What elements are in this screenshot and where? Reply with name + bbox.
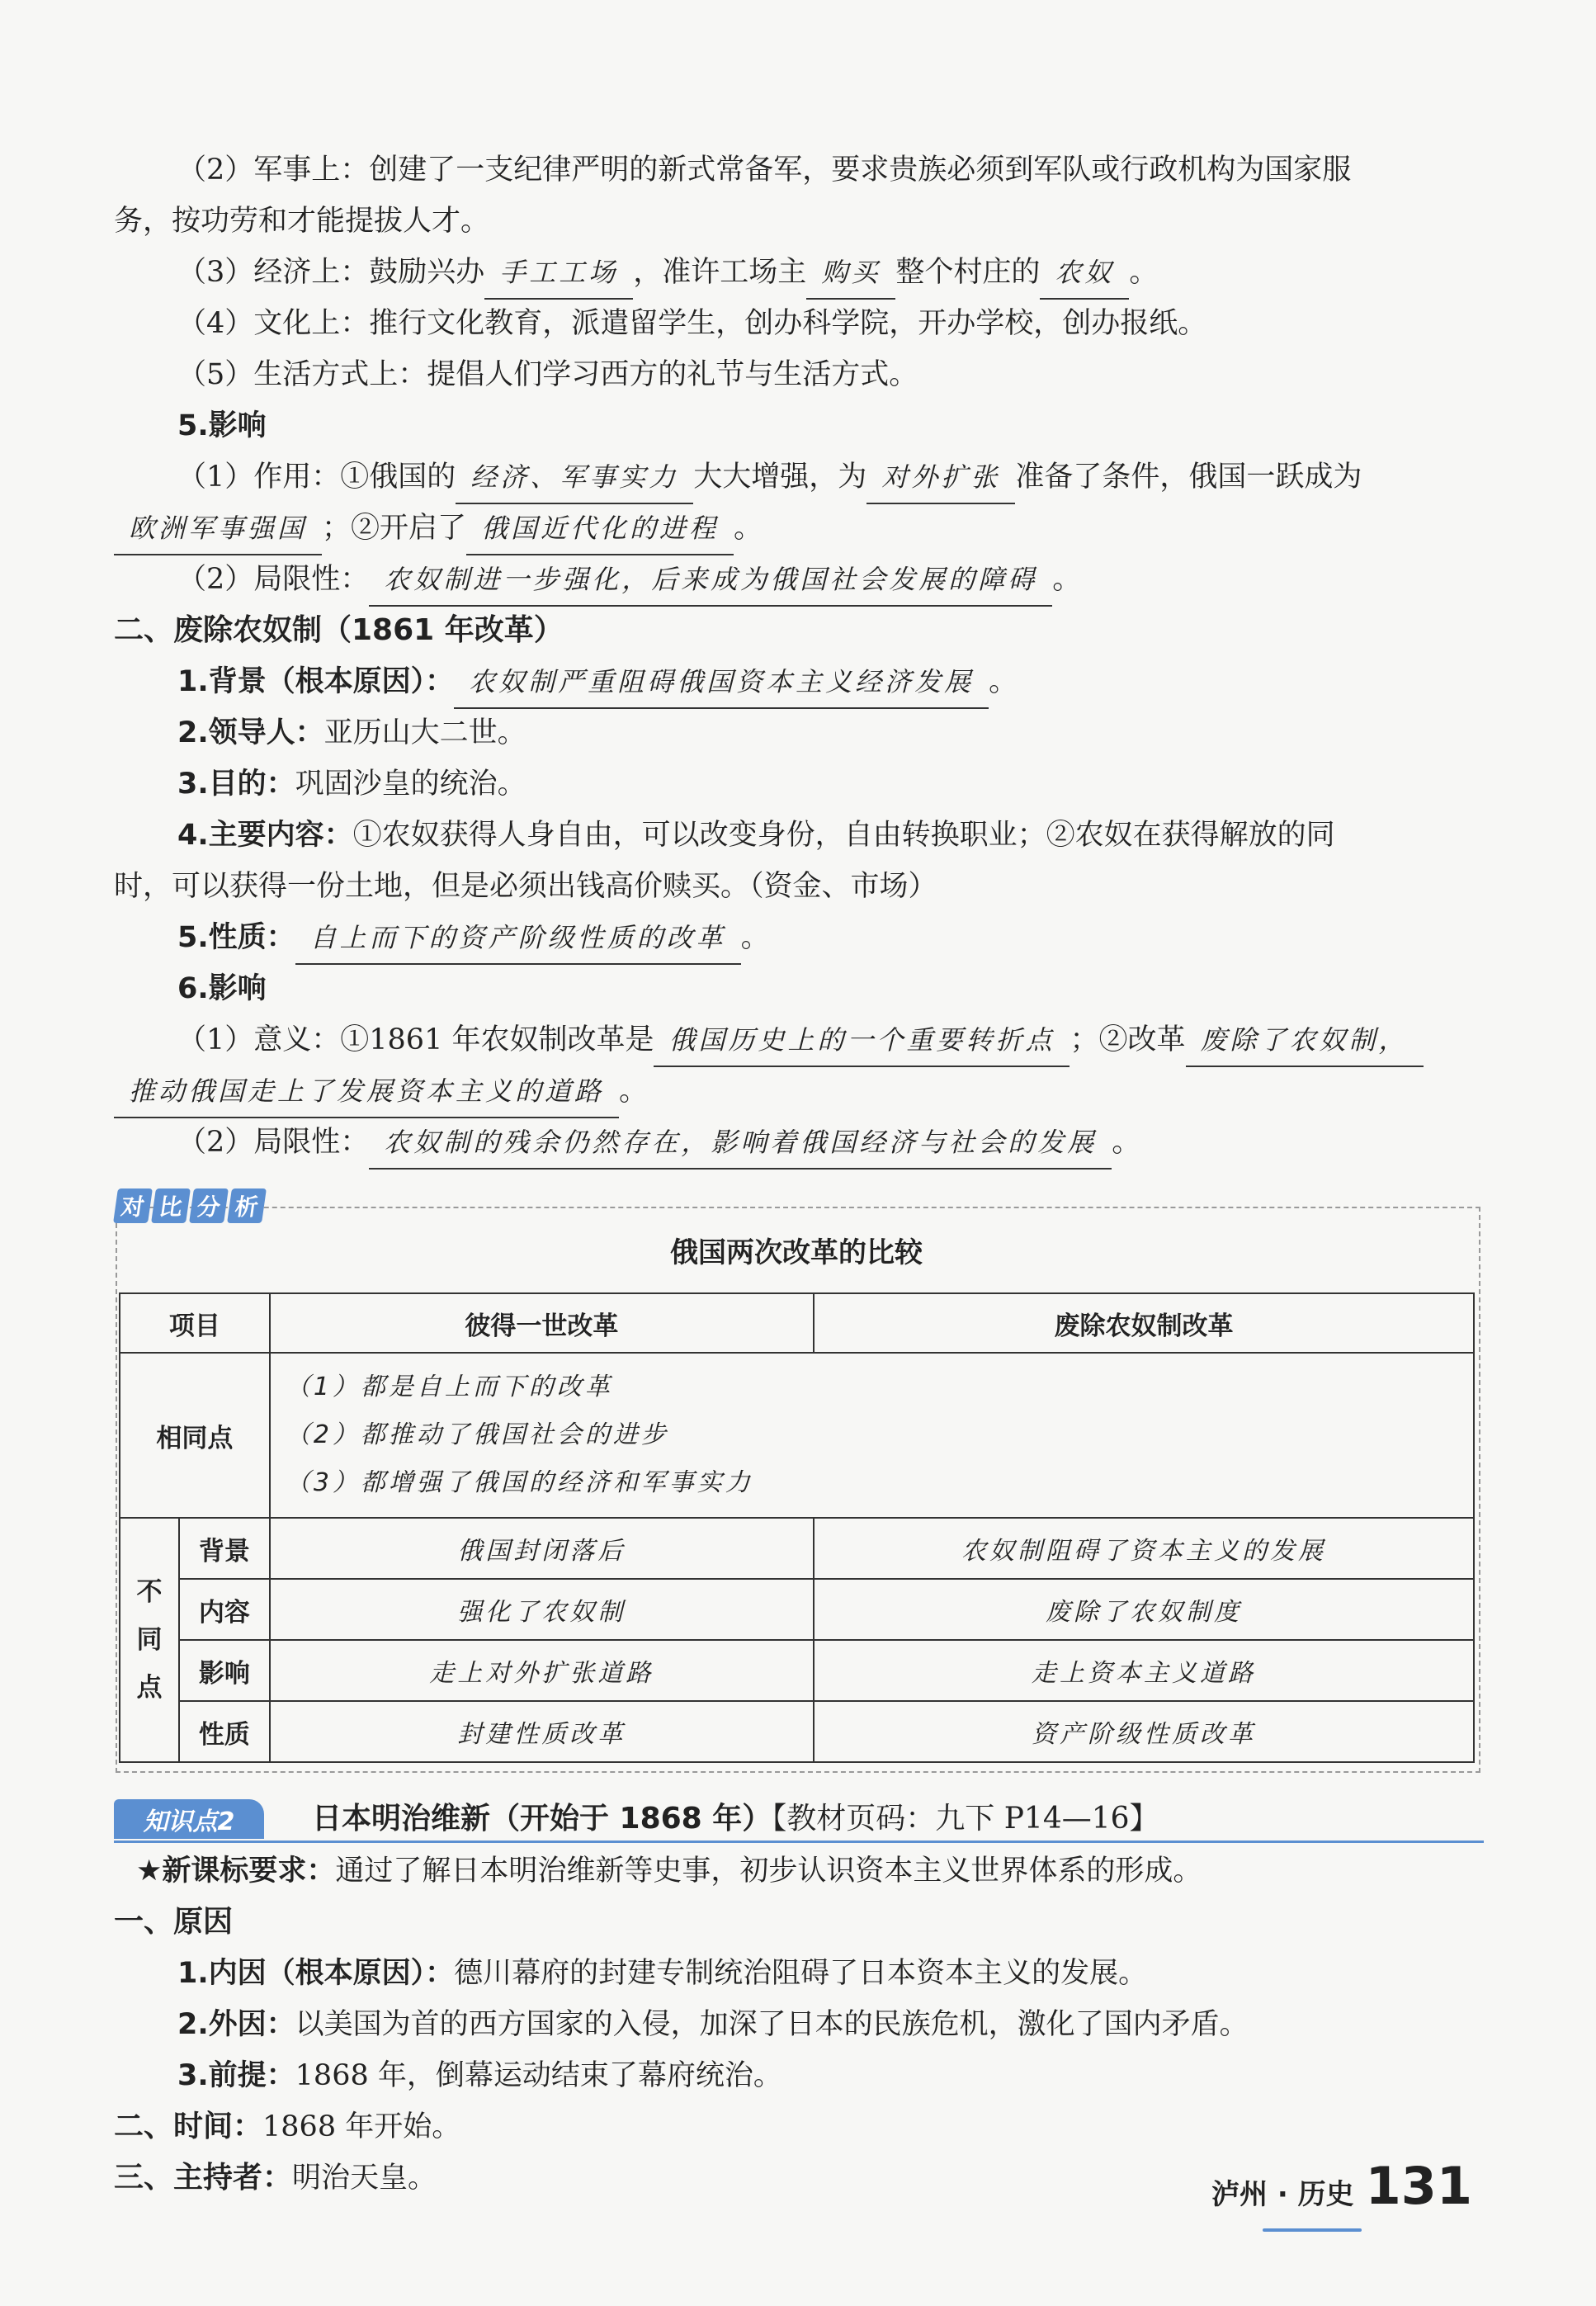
text-line [177,554,1484,607]
header-cell: 废除农奴制改革 [814,1293,1474,1353]
row-value-1861: 废除了农奴制度 [814,1579,1474,1640]
text-line [114,1066,1484,1118]
tag-char: 分 [189,1188,229,1223]
same-item: （1）都是自上而下的改革 [285,1373,613,1401]
text-line [177,758,1484,810]
diff-char: 点 [136,1673,163,1703]
answer-blank: 欧洲军事强国 [114,503,322,555]
leader-label: 2.领导人： [177,716,324,749]
host-text: 明治天皇。 [292,2162,437,2195]
section-title: 二、废除农奴制（1861 年改革） [114,613,564,647]
military-text: （2）军事上：创建了一支纪律严明的新式常备军，要求贵族必须到军队或行政机构为国家服 [177,154,1352,187]
row-key: 影响 [179,1640,270,1701]
punct: 。 [734,512,763,545]
punct: 。 [619,1075,649,1108]
internal-cause-text: 德川幕府的封建专制统治阻碍了日本资本主义的发展。 [454,1957,1148,1990]
text-line [177,707,1484,758]
economy-text: 整个村庄的 [895,256,1041,289]
text-line [177,349,1484,400]
text-line [177,298,1484,349]
same-cell [270,1353,1474,1518]
text-line [177,1117,1484,1170]
answer-blank: 农奴 [1040,247,1129,300]
answer-blank: 俄国历史上的一个重要转折点 [654,1014,1070,1067]
effect-text: 准备了条件，俄国一跃成为 [1015,461,1362,494]
external-cause-label: 2.外因： [177,2008,295,2041]
meaning-text: ；②改革 [1070,1023,1186,1056]
limitation-label: （2）局限性： [177,563,370,596]
diff-char: 不 [136,1577,163,1607]
nature-label: 5.性质： [177,921,295,954]
tag-char: 对 [113,1188,153,1223]
impact-heading: 6.影响 [177,972,267,1005]
row-value-1861: 农奴制阻碍了资本主义的发展 [814,1518,1474,1579]
answer-blank: 推动俄国走上了发展资本主义的道路 [114,1066,619,1118]
same-label: 相同点 [120,1353,270,1518]
diff-label [120,1518,179,1762]
answer-blank: 对外扩张 [866,451,1015,504]
requirement-text: 通过了解日本明治维新等史事，初步认识资本主义世界体系的形成。 [335,1855,1202,1888]
footer-decor-line [1263,2228,1362,2232]
same-item: （2）都推动了俄国社会的进步 [285,1420,669,1449]
answer-blank: 俄国近代化的进程 [466,503,734,555]
tag-char: 析 [227,1188,267,1223]
answer-blank: 废除了农奴制， [1186,1014,1424,1067]
diff-char: 同 [136,1625,163,1655]
text-line [177,810,1484,861]
answer-blank: 经济、军事实力 [456,451,693,504]
footer-brand: 泸州 · 历史 [1211,2178,1354,2211]
text-line [177,912,1484,965]
section-heading [114,605,1484,656]
content-text-cont: 时，可以获得一份土地，但是必须出钱高价赎买。（资金、市场） [114,870,937,903]
section-title: 一、原因 [114,1905,234,1939]
premise-label: 3.前提： [177,2059,295,2092]
row-value-1861: 资产阶级性质改革 [814,1701,1474,1762]
text-line [177,656,1484,709]
answer-blank: 农奴制的残余仍然存在，影响着俄国经济与社会的发展 [369,1117,1112,1170]
row-key: 背景 [179,1518,270,1579]
background-label: 1.背景（根本原因）： [177,665,455,698]
text-line [177,2050,1484,2101]
row-value-peter: 走上对外扩张道路 [270,1640,814,1701]
culture-text: （4）文化上：推行文化教育，派遣留学生，创办科学院，开办学校，创办报纸。 [177,307,1207,340]
time-text: 1868 年开始。 [262,2110,461,2143]
text-line [114,2101,1484,2152]
row-value-peter: 俄国封闭落后 [270,1518,814,1579]
economy-text: ，准许工场主 [633,256,807,289]
same-item: （3）都增强了俄国的经济和军事实力 [285,1468,753,1497]
comparison-title: 俄国两次改革的比较 [670,1236,923,1269]
section-heading [114,1897,1484,1948]
goal-label: 3.目的： [177,768,295,801]
tag-char: 比 [151,1188,191,1223]
requirement-label: ★新课标要求： [136,1855,336,1888]
content-text: ①农奴获得人身自由，可以改变身份，自由转换职业；②农奴在获得解放的同 [352,819,1335,852]
effect-text: 大大增强，为 [693,461,867,494]
text-line [114,861,1484,912]
page-number: 131 [1365,2156,1472,2216]
subheading [177,963,1484,1014]
kp-title-text: 日本明治维新（开始于 1868 年） [312,1802,772,1836]
answer-blank: 手工工场 [484,247,633,300]
page-footer [1211,2156,1472,2216]
goal-text: 巩固沙皇的统治。 [295,768,526,801]
effect-text: ；②开启了 [322,512,467,545]
row-value-peter: 封建性质改革 [270,1701,814,1762]
punct: 。 [740,921,770,954]
knowledge-point-banner [114,1799,1484,1843]
punct: 。 [1112,1126,1141,1159]
answer-blank: 购买 [806,247,895,300]
text-line [177,247,1484,300]
row-key: 内容 [179,1579,270,1640]
text-line [177,1014,1484,1067]
comparison-table [119,1292,1475,1763]
punct: 。 [1129,256,1159,289]
text-line [136,1845,1506,1897]
header-cell: 彼得一世改革 [270,1293,814,1353]
lifestyle-text: （5）生活方式上：提倡人们学习西方的礼节与生活方式。 [177,358,918,391]
text-line [177,144,1484,196]
row-value-peter: 强化了农奴制 [270,1579,814,1640]
punct: 。 [1052,563,1082,596]
internal-cause-label: 1.内因（根本原因）： [177,1957,455,1990]
answer-blank: 自上而下的资产阶级性质的改革 [295,912,741,965]
answer-blank: 农奴制严重阻碍俄国资本主义经济发展 [454,656,989,709]
knowledge-point-badge: 知识点2 [114,1799,264,1839]
text-line [114,503,1484,555]
effect-label: （1）作用：①俄国的 [177,461,456,494]
comparison-tag [116,1188,264,1223]
military-text-cont: 务，按功劳和才能提拔人才。 [114,205,490,238]
row-key: 性质 [179,1701,270,1762]
external-cause-text: 以美国为首的西方国家的入侵，加深了日本的民族危机，激化了国内矛盾。 [295,2008,1249,2041]
time-label: 二、时间： [114,2110,263,2143]
text-line [177,451,1484,504]
meaning-label: （1）意义：①1861 年农奴制改革是 [177,1023,654,1056]
text-line [177,1999,1484,2050]
textbook-ref: 【教材页码：九下 P14—16】 [772,1802,1159,1836]
leader-text: 亚历山大二世。 [323,716,526,749]
subheading [177,400,1484,451]
limitation-label: （2）局限性： [177,1126,370,1159]
host-label: 三、主持者： [114,2161,293,2195]
content-label: 4.主要内容： [177,819,353,852]
punct: 。 [989,665,1018,698]
answer-blank: 农奴制进一步强化，后来成为俄国社会发展的障碍 [369,554,1052,607]
row-value-1861: 走上资本主义道路 [814,1640,1474,1701]
text-line [177,1948,1484,1999]
header-cell: 项目 [120,1293,270,1353]
economy-label: （3）经济上：鼓励兴办 [177,256,485,289]
premise-text: 1868 年，倒幕运动结束了幕府统治。 [295,2059,782,2092]
impact-heading: 5.影响 [177,409,267,442]
text-line [114,196,1484,247]
knowledge-point-title [312,1799,1159,1839]
